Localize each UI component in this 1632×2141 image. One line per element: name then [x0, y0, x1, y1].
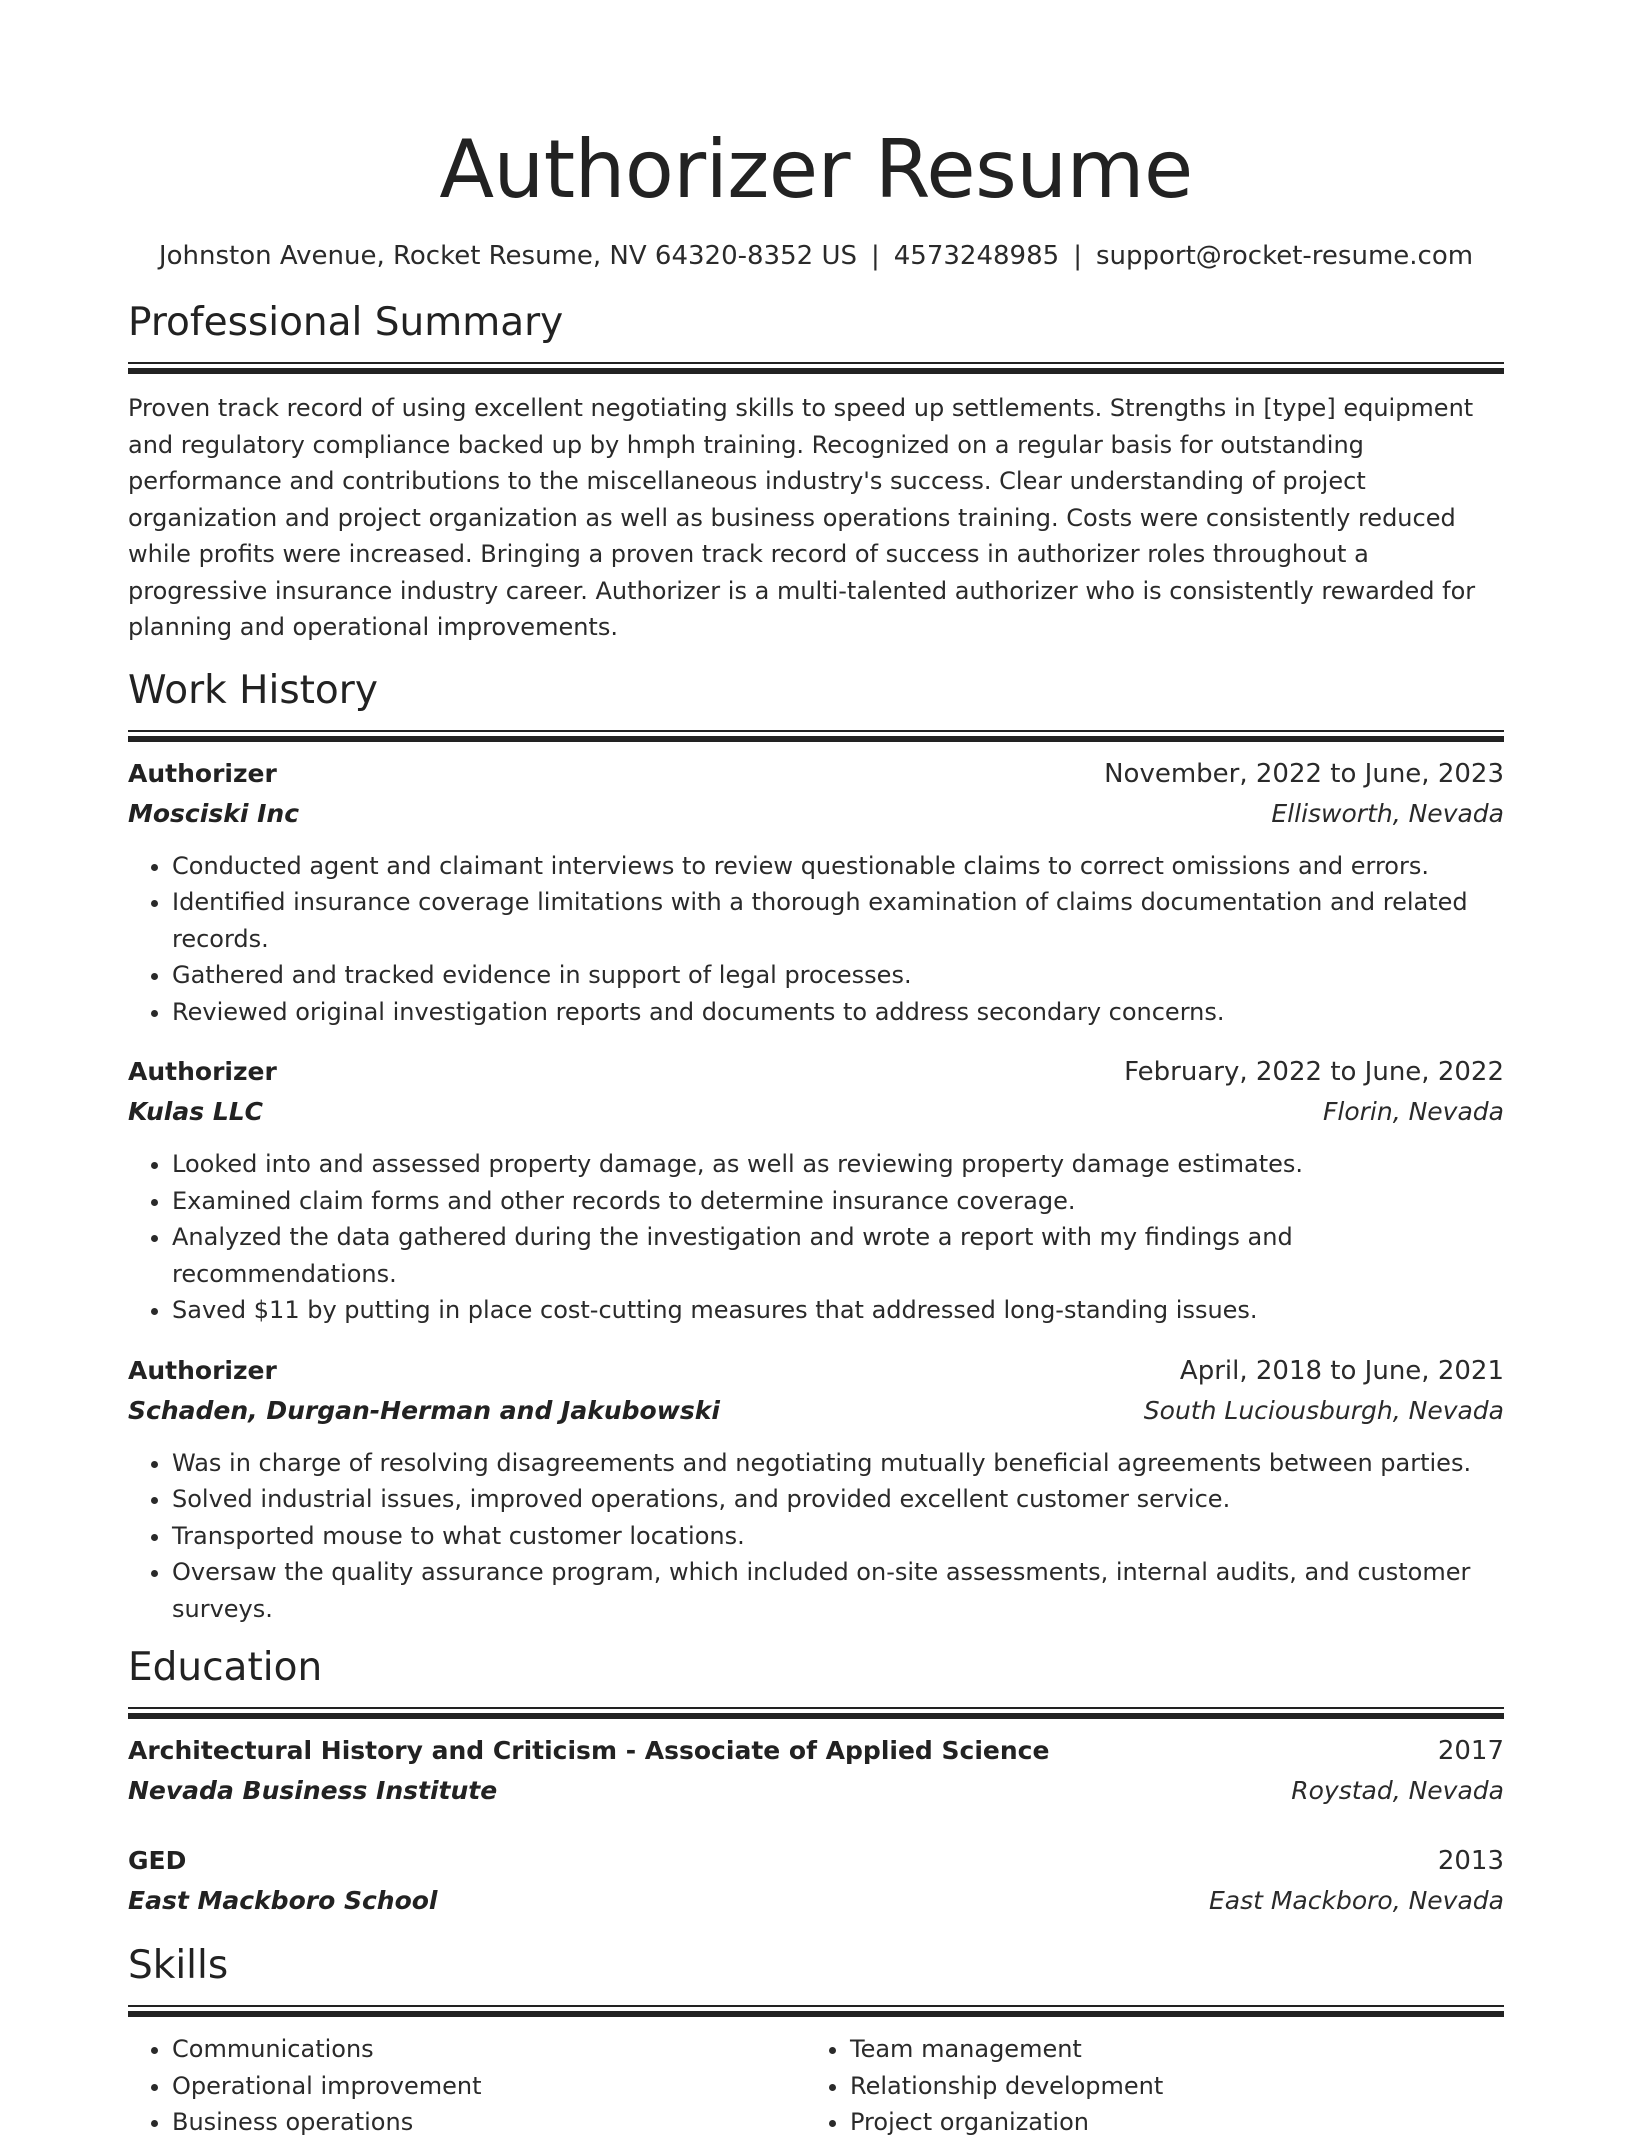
job-location: Florin, Nevada	[1323, 1097, 1504, 1126]
job-company-row	[128, 1391, 1504, 1431]
job-company-row	[128, 794, 1504, 834]
section-divider	[128, 730, 1504, 742]
job-bullets	[128, 1445, 1504, 1628]
job-header-row	[128, 754, 1504, 794]
section-heading-education: Education	[128, 1645, 323, 1690]
job-header-row	[128, 1052, 1504, 1092]
contact-address: Johnston Avenue, Rocket Resume, NV 64320-8352 US	[158, 241, 857, 271]
education-year: 2017	[1437, 1736, 1504, 1766]
education-degree: GED	[128, 1846, 187, 1875]
contact-email: support@rocket-resume.com	[1095, 241, 1474, 271]
job-dates: November, 2022 to June, 2023	[1104, 758, 1504, 789]
job-title: Authorizer	[128, 1355, 277, 1385]
job-bullet: • Was in charge of resolving disagreements and negotiating mutually beneficial agreements between parties.	[172, 1445, 1504, 1482]
job-entry	[128, 1351, 1504, 1628]
job-bullet: • Transported mouse to what customer locations.	[172, 1518, 1504, 1555]
job-bullet: • Examined claim forms and other records to determine insurance coverage.	[172, 1183, 1504, 1220]
job-header-row	[128, 1351, 1504, 1391]
summary-section	[128, 298, 1504, 646]
contact-separator: |	[871, 241, 880, 271]
education-entry	[128, 1841, 1504, 1921]
job-bullet: • Identified insurance coverage limitations with a thorough examination of claims documentation and related records.	[172, 884, 1504, 957]
contact-phone: 4573248985	[893, 241, 1060, 271]
section-heading-summary: Professional Summary	[128, 300, 564, 345]
education-entry	[128, 1731, 1504, 1811]
job-bullet: • Looked into and assessed property damage, as well as reviewing property damage estimates.	[172, 1146, 1504, 1183]
section-divider	[128, 362, 1504, 374]
job-bullet: • Oversaw the quality assurance program, which included on-site assessments, internal audits, and customer surveys.	[172, 1554, 1504, 1627]
resume-title: Authorizer Resume	[439, 123, 1193, 216]
job-location: Ellisworth, Nevada	[1271, 798, 1504, 828]
resume-page	[128, 0, 1504, 2141]
contact-line	[128, 238, 1504, 274]
job-bullets	[128, 848, 1504, 1031]
education-location: East Mackboro, Nevada	[1208, 1886, 1504, 1915]
skills-section	[128, 1941, 1504, 2141]
skill-item: • Team management	[850, 2031, 1484, 2068]
skill-item: • Business operations	[172, 2104, 806, 2141]
job-bullet: • Reviewed original investigation reports and documents to address secondary concerns.	[172, 994, 1504, 1031]
section-divider	[128, 2005, 1504, 2017]
education-school-row	[128, 1771, 1504, 1811]
section-heading-skills: Skills	[128, 1943, 229, 1988]
education-header-row	[128, 1841, 1504, 1881]
skills-list	[128, 2031, 806, 2141]
education-year: 2013	[1437, 1846, 1504, 1876]
skills-column-left	[128, 2031, 806, 2141]
skill-item: • Operational improvement	[172, 2068, 806, 2105]
education-school: Nevada Business Institute	[128, 1776, 498, 1805]
education-school: East Mackboro School	[128, 1886, 438, 1915]
job-company: Schaden, Durgan-Herman and Jakubowski	[128, 1395, 720, 1425]
skill-item: • Relationship development	[850, 2068, 1484, 2105]
education-school-row	[128, 1881, 1504, 1921]
job-dates: February, 2022 to June, 2022	[1124, 1057, 1504, 1087]
job-bullet: • Gathered and tracked evidence in support of legal processes.	[172, 957, 1504, 994]
job-entry	[128, 1052, 1504, 1329]
job-title: Authorizer	[128, 1057, 277, 1086]
education-header-row	[128, 1731, 1504, 1771]
job-location: South Luciousburgh, Nevada	[1143, 1395, 1504, 1425]
job-company: Kulas LLC	[128, 1097, 264, 1126]
skill-item: • Project organization	[850, 2104, 1484, 2141]
section-divider	[128, 1707, 1504, 1719]
education-degree: Architectural History and Criticism - Associate of Applied Science	[128, 1736, 1050, 1765]
job-company: Mosciski Inc	[128, 798, 300, 828]
education-section	[128, 1643, 1504, 1921]
skill-item: • Communications	[172, 2031, 806, 2068]
contact-separator: |	[1073, 241, 1082, 271]
education-location: Roystad, Nevada	[1291, 1776, 1504, 1805]
job-company-row	[128, 1092, 1504, 1132]
job-bullet: • Conducted agent and claimant interviews to review questionable claims to correct omissions and errors.	[172, 848, 1504, 885]
skills-grid	[128, 2031, 1504, 2141]
section-heading-work-history: Work History	[128, 667, 378, 713]
summary-text: Proven track record of using excellent negotiating skills to speed up settlements. Strengths in [type] equipment and regulatory compliance backed up by hmph training. Recognized on a regular basis for outstanding performance and contributions to the miscellaneous industry's success. Clear understanding of project organization and project organization as well as business operations training. Costs were consistently reduced while profits were increased. Bringing a proven track record of success in authorizer roles throughout a progressive insurance industry career. Authorizer is a multi-talented authorizer who is consistently rewarded for planning and operational improvements.	[128, 394, 1476, 641]
job-bullet: • Analyzed the data gathered during the investigation and wrote a report with my findings and recommendations.	[172, 1219, 1504, 1292]
skills-column-right	[806, 2031, 1484, 2141]
job-entry	[128, 754, 1504, 1031]
job-bullets	[128, 1146, 1504, 1329]
skills-list	[806, 2031, 1484, 2141]
job-dates: April, 2018 to June, 2021	[1179, 1355, 1504, 1386]
job-bullet: • Saved $11 by putting in place cost-cutting measures that addressed long-standing issues.	[172, 1292, 1504, 1329]
work-history-section	[128, 666, 1504, 1628]
job-title: Authorizer	[128, 758, 277, 788]
job-bullet: • Solved industrial issues, improved operations, and provided excellent customer service.	[172, 1481, 1504, 1518]
